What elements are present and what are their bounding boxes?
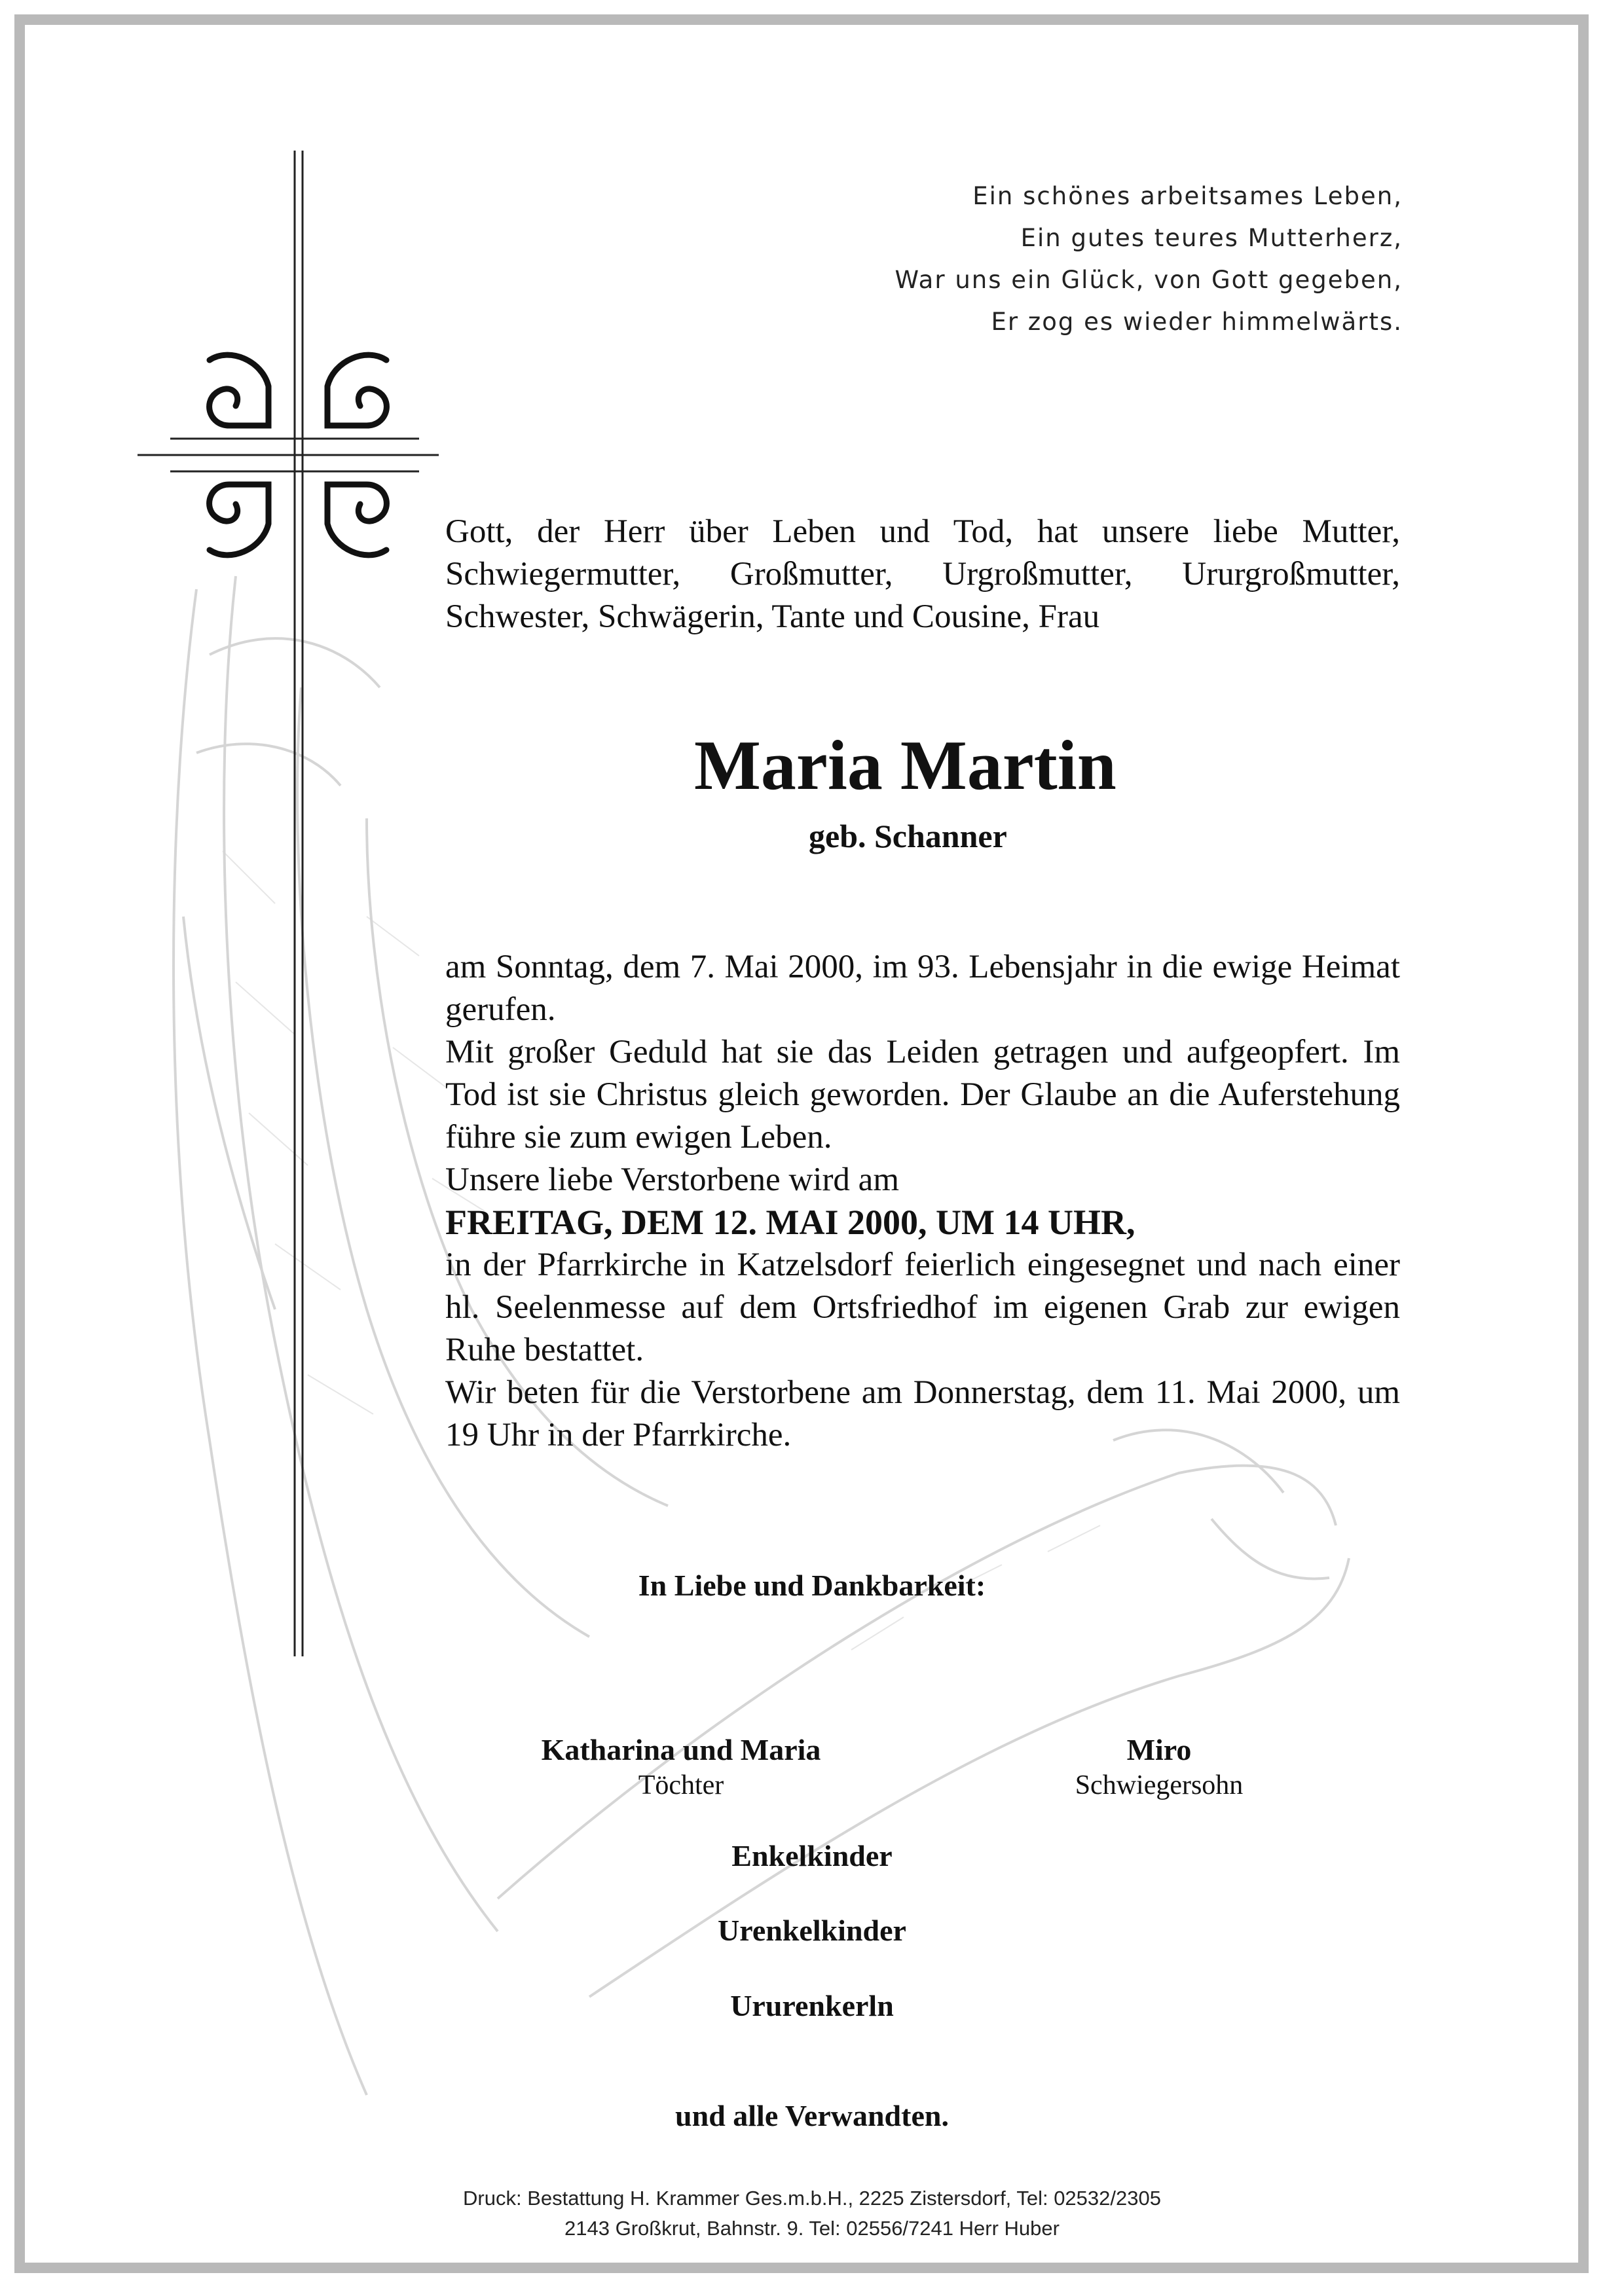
closing-line: In Liebe und Dankbarkeit: [638,1569,986,1602]
maiden-name: geb. Schanner [809,818,1007,854]
deceased-name: Maria Martin [694,727,1116,805]
memorial-poem [895,175,1403,343]
intro-paragraph: Gott, der Herr über Leben und Tod, hat unsere liebe Mutter, Schwiegermutter, Großmutter, Urgroßmutter, Ururgroßmutter, Schwester, Schwägerin, Tante und Cousine, Frau [445,513,1400,635]
cross-icon [138,151,445,1656]
family-grandchildren: Enkelkinder [731,1839,893,1872]
death-notice: am Sonntag, dem 7. Mai 2000, im 93. Lebensjahr in die ewige Heimat gerufen. [445,949,1400,1028]
footer-line: 2143 Großkrut, Bahnstr. 9. Tel: 02556/7241 Herr Huber [564,2217,1060,2240]
mourner-daughters [511,1732,851,1802]
main-text [445,946,1400,1457]
family-great-grandchildren: Urenkelkinder [718,1914,906,1947]
poem-line: Er zog es wieder himmelwärts. [991,308,1403,336]
mourner-name: Miro [1126,1733,1192,1766]
family-great-great-grandchildren: Ururenkerln [730,1989,894,2022]
funeral-intro: Unsere liebe Verstorbene wird am [445,1161,899,1198]
mourner-son-in-law [1028,1732,1290,1802]
family-relatives: und alle Verwandten. [675,2099,949,2132]
faith-paragraph: Mit großer Geduld hat sie das Leiden getragen und aufgeopfert. Im Tod ist sie Christus gleich geworden. Der Glaube an die Auferstehung führe sie zum ewigen Leben. [445,1034,1400,1156]
poem-line: Ein schönes arbeitsames Leben, [972,182,1403,210]
footer-line: Druck: Bestattung H. Krammer Ges.m.b.H., 2225 Zistersdorf, Tel: 02532/2305 [463,2187,1161,2210]
funeral-date: FREITAG, DEM 12. MAI 2000, UM 14 UHR, [445,1203,1135,1242]
mourner-relation: Töchter [638,1770,724,1800]
printer-footer [0,2183,1624,2244]
mourner-relation: Schwiegersohn [1075,1770,1244,1800]
prayer-details: Wir beten für die Verstorbene am Donnerstag, dem 11. Mai 2000, um 19 Uhr in der Pfarrkirche. [445,1374,1400,1453]
mourner-name: Katharina und Maria [541,1733,821,1766]
funeral-details: in der Pfarrkirche in Katzelsdorf feierlich eingesegnet und nach einer hl. Seelenmesse auf dem Ortsfriedhof im eigenen Grab zur ewigen Ruhe bestattet. [445,1247,1400,1368]
poem-line: Ein gutes teures Mutterherz, [1020,224,1403,252]
poem-line: War uns ein Glück, von Gott gegeben, [895,266,1403,294]
